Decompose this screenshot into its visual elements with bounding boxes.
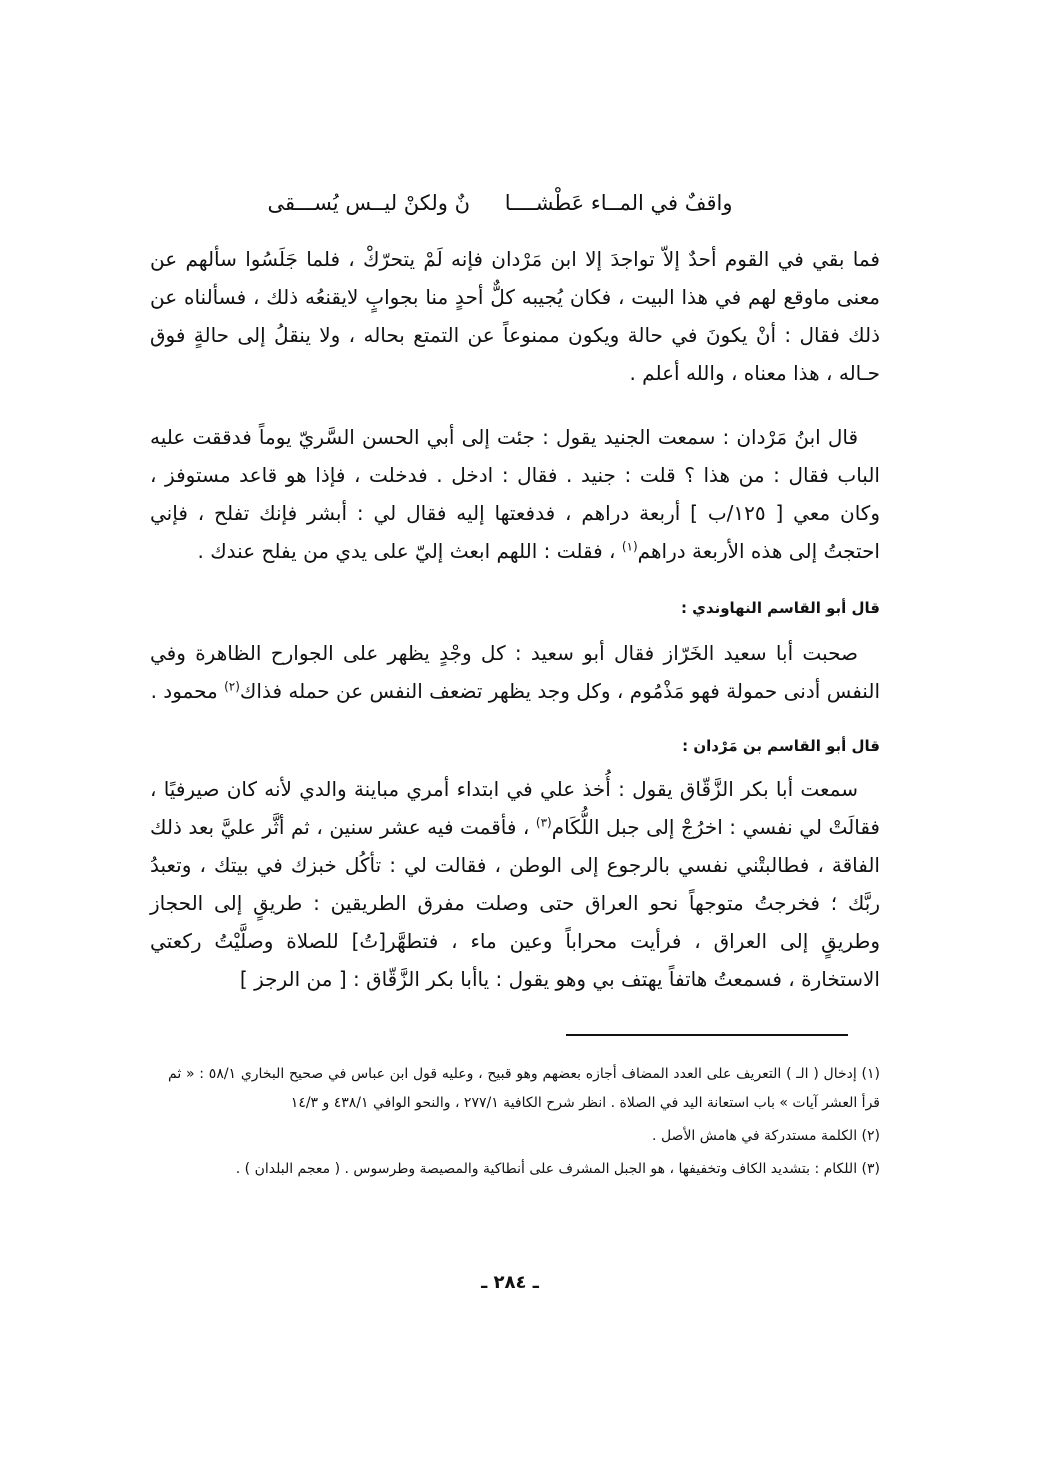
footnote: (٣) اللكام : بتشديد الكاف وتخفيفها ، هو الجبل المشرف على أنطاكية والمصيصة وطرسوس . ( معجم البلدان ) . [235,1161,880,1177]
paragraph-text: سمعت أبا بكر الزَّقّاق يقول : أُخذ علي في ابتداء أمري مباينة والدي لأنه كان صيرفيًا ، فقالَتْ لي نفسي : اخرُجْ إلى جبل اللُّكَام [150,777,880,839]
section-heading: قال أبو القاسم بن مَرْدان : [682,737,880,755]
paragraph-4 [150,770,880,998]
section-heading: قال أبو القاسم النهاوندي : [680,599,880,617]
footnote: (٢) الكلمة مستدركة في هامش الأصل . [652,1128,880,1144]
paragraph-tail: محمود . [150,679,218,703]
poetry-verse [160,186,840,220]
verse-hemistich-second: نٌ ولكنْ ليــس يُســـقى [267,191,471,215]
paragraph-3 [150,634,880,710]
paragraph-tail: ، فأقمت فيه عشر سنين ، ثم أثَّر عليَّ بعد ذلك الفاقة ، فطالبتْني نفسي بالرجوع إلى الوطن ، فقالت لي : تأكُل خبزك في بيتك ، وتعبدُ ربَّك ؛ فخرجتُ متوجهاً نحو العراق حتى وصلت مفرق الطريقين : طريقٍ إلى الحجاز وطريقٍ إلى العراق ، فرأيت محراباً وعين ماء ، فتطهَّر[تُ] للصلاة وصلَّيْتُ ركعتي الاستخارة ، فسمعتُ هاتفاً يهتف بي وهو يقول : ياأبا بكر الزَّقّاق : [ من الرجز ] [150,815,880,991]
footnote-marker[interactable]: (٣) [535,815,552,830]
paragraph-text: قال ابنُ مَرْدان : سمعت الجنيد يقول : جئت إلى أبي الحسن السَّريّ يوماً فدققت عليه الباب فقال : من هذا ؟ قلت : جنيد . فقال : ادخل . فدخلت ، فإذا هو قاعد مستوفز ، وكان معي [ ١٢٥/ب ] أربعة دراهم ، فدفعتها إليه فقال لي : أبشر فإنك تفلح ، فإني احتجتُ إلى هذه الأربعة دراهم [150,425,880,563]
paragraph-tail: ، فقلت : اللهم ابعث إليّ على يدي من يفلح عندك . [197,539,616,563]
verse-hemistich-first: واقفٌ في المــاء عَطْشــــا [504,191,733,215]
footnote-divider [566,1034,848,1036]
paragraph-text: فما بقي في القوم أحدٌ إلاّ تواجدَ إلا ابن مَرْدان فإنه لَمْ يتحرّكْ ، فلما جَلَسُوا سألهم عن معنى ماوقع لهم في هذا البيت ، فكان يُجيبه كلٌّ أحدٍ منا بجوابٍ لايقنعُه ذلك ، فسألناه عن ذلك فقال : أنْ يكونَ في حالة ويكون ممنوعاً عن التمتع بحاله ، ولا ينقلُ إلى حالةٍ فوق حـاله ، هذا معناه ، والله أعلم . [150,247,880,385]
footnote-marker[interactable]: (٢) [224,679,240,694]
footnotes-section [168,1060,880,1188]
paragraph-2 [150,418,880,570]
paragraph-1 [150,240,880,392]
page-number: ـ ٢٨٤ ـ [481,1272,539,1293]
footnote: (١) إدخال ( الـ ) التعريف على العدد المضاف أجازه بعضهم وهو قبيح ، وعليه قول ابن عباس في صحيح البخاري ٥٨/١ : « ثم قرأ العشر آيات » باب استعانة اليد في الصلاة . انظر شرح الكافية ٢٧٧/١ ، والنحو الوافي ٤٣٨/١ و ١٤/٣ [168,1066,880,1111]
footnote-marker[interactable]: (١) [621,539,638,554]
paragraph-text: صحبت أبا سعيد الخَرّاز فقال أبو سعيد : كل وجْدٍ يظهر على الجوارح الظاهرة وفي النفس أدنى حمولة فهو مَذْمُوم ، وكل وجد يظهر تضعف النفس عن حمله فذاك [150,641,880,703]
